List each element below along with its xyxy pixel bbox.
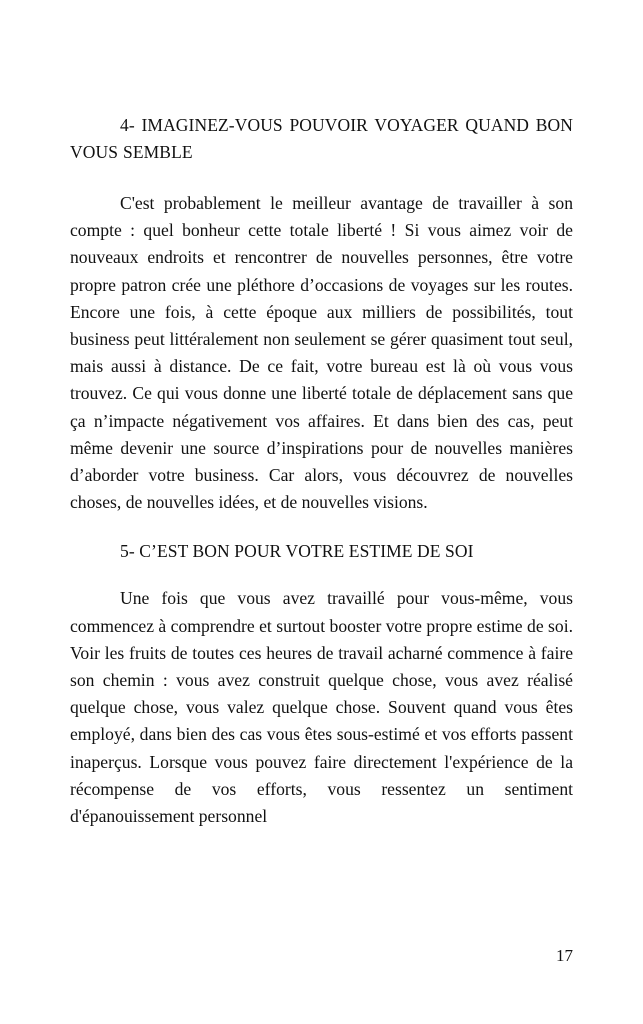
page-number: 17 xyxy=(556,946,573,965)
section-paragraph-5: Une fois que vous avez travaillé pour vous-même, vous commencez à comprendre et surtout booster votre propre estime de soi. Voir les fruits de toutes ces heures de travail acharné commence à faire son chemin : vous avez construit quelque chose, vous avez réalisé quelque chose, vous valez quelque chose. Souvent quand vous êtes employé, dans bien des cas vous êtes sous-estimé et vos efforts passent inaperçus. Lorsque vous pouvez faire directement l'expérience de la récompense de vos efforts, vous ressentez un sentiment d'épanouissement personnel xyxy=(70,588,573,827)
subheading-spacer xyxy=(70,565,573,585)
section-paragraph-4: C'est probablement le meilleur avantage de travailler à son compte : quel bonheur cette totale liberté ! Si vous aimez voir de nouveaux endroits et rencontrer de nouvelles personnes, être votre propre patron crée une pléthore d’occasions de voyages sur les routes. Encore une fois, à cette époque aux milliers de possibilités, tout business peut littéralement non seulement se gérer quasiment tout seul, mais aussi à distance. De ce fait, votre bureau est là où vous vous trouvez. Ce qui vous donne une liberté totale de déplacement sans que ça n’impacte négativement vos affaires. Et dans bien des cas, peut même devenir une source d’inspirations pour de nouvelles manières d’aborder votre business. Car alors, vous découvrez de nouvelles choses, de nouvelles idées, et de nouvelles visions. xyxy=(70,193,573,513)
section-heading-4: 4- IMAGINEZ-VOUS POUVOIR VOYAGER QUAND BON VOUS SEMBLE xyxy=(70,115,573,162)
section-heading-5: 5- C’EST BON POUR VOTRE ESTIME DE SOI xyxy=(120,541,474,562)
paragraph-spacer xyxy=(70,516,573,538)
heading-spacer xyxy=(70,166,573,190)
page-text-column xyxy=(70,112,573,830)
